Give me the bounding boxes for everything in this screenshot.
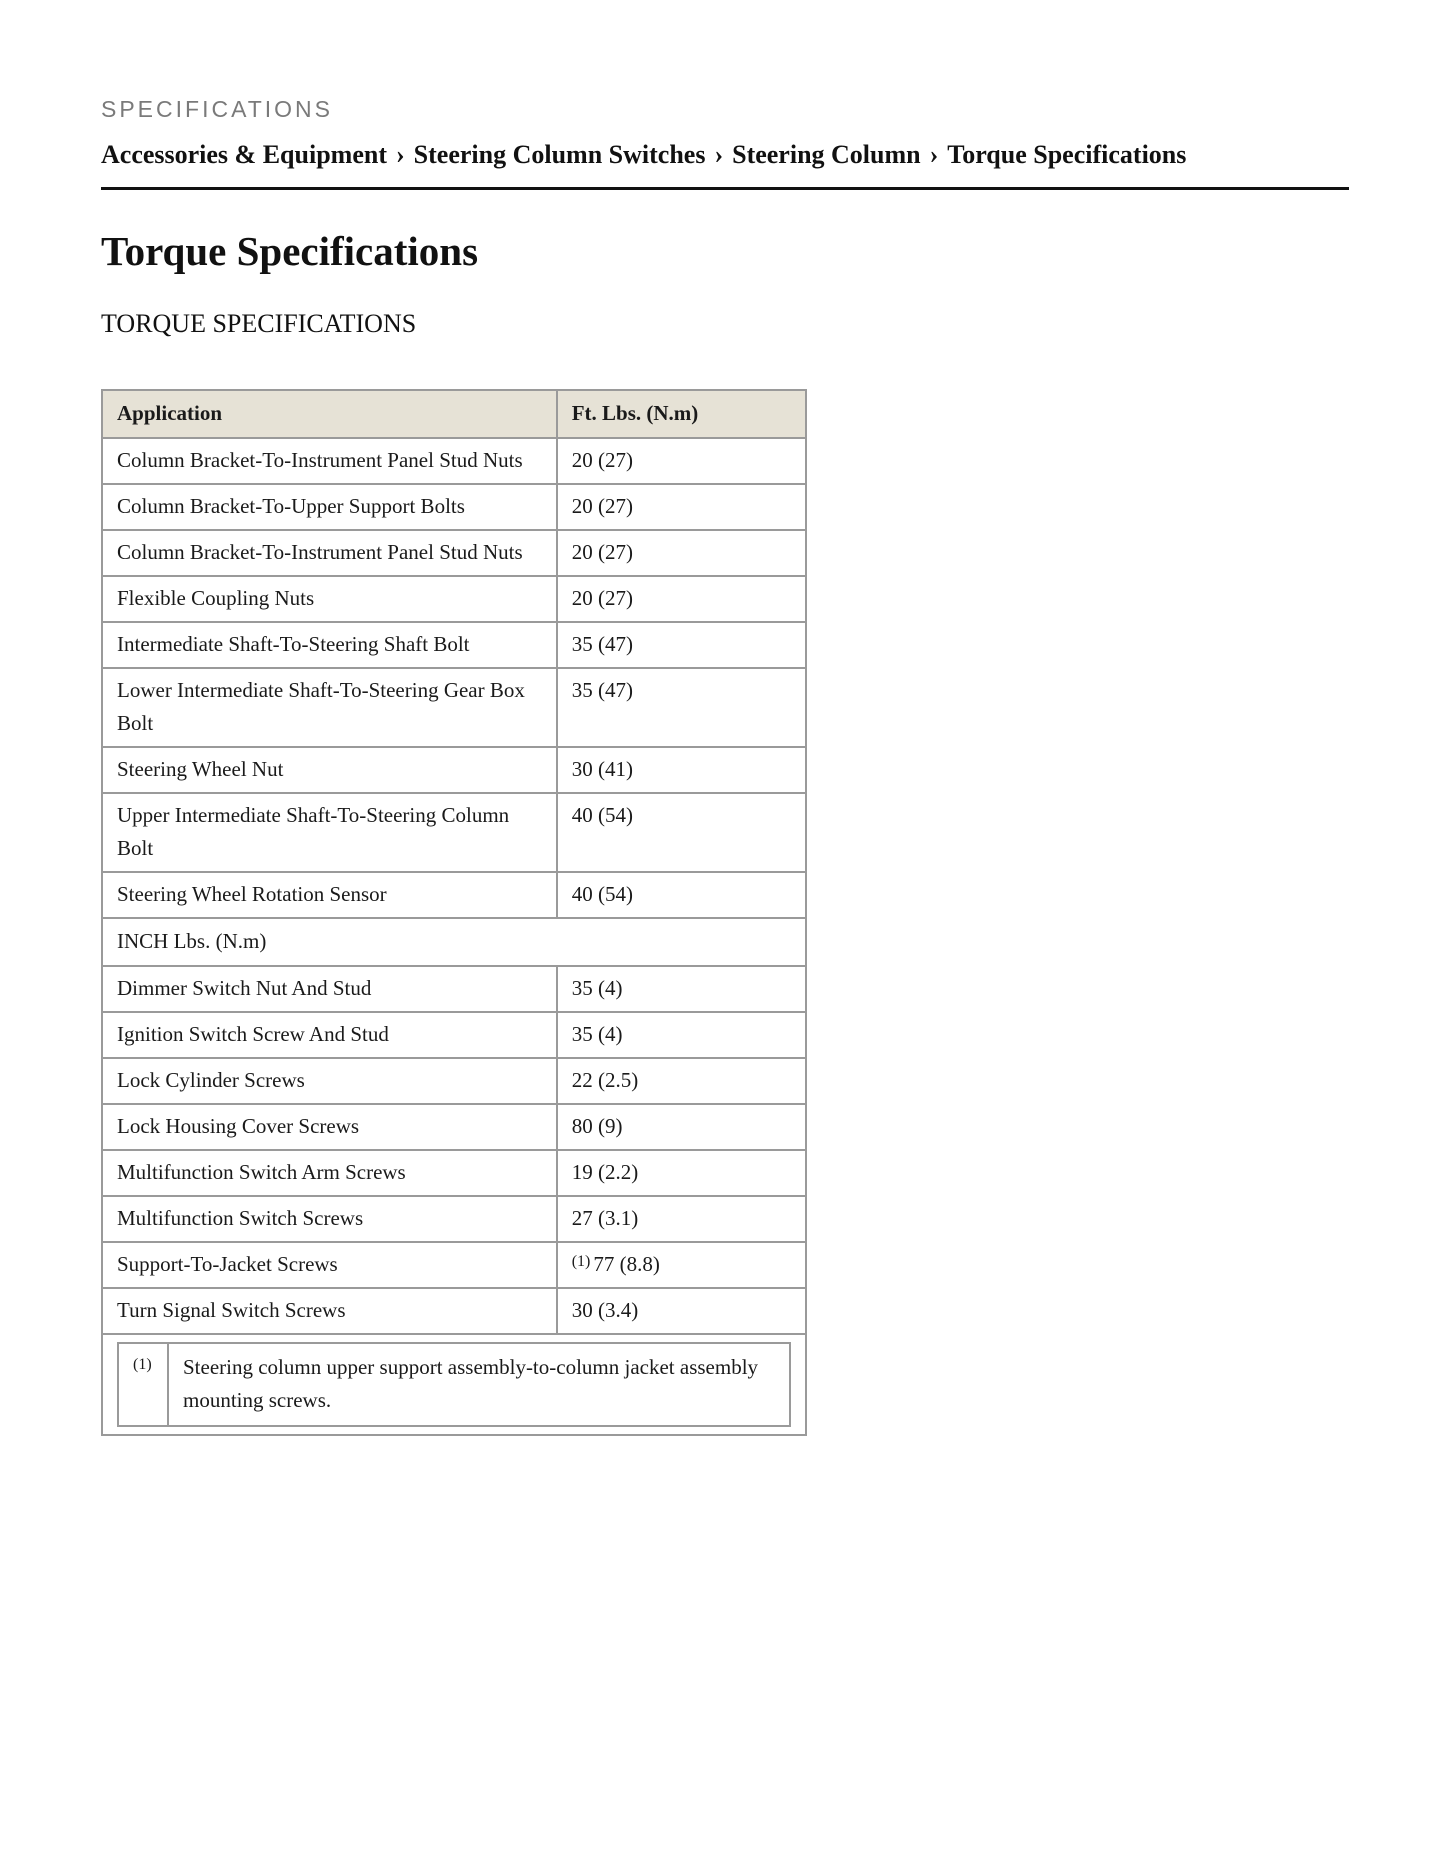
breadcrumb-separator: ›: [929, 140, 939, 169]
column-header-ft-lbs: Ft. Lbs. (N.m): [557, 390, 806, 438]
section-kicker: SPECIFICATIONS: [101, 96, 333, 122]
application-cell: Column Bracket-To-Instrument Panel Stud Nuts: [102, 530, 557, 576]
table-row: [102, 747, 806, 793]
table-row: [102, 1104, 806, 1150]
application-cell: Lower Intermediate Shaft-To-Steering Gear Box Bolt: [102, 668, 557, 747]
application-cell: Support-To-Jacket Screws: [102, 1242, 557, 1288]
torque-value-cell: 20 (27): [557, 484, 806, 530]
breadcrumb-item-accessories[interactable]: Accessories & Equipment: [101, 140, 387, 169]
footnote-text: Steering column upper support assembly-to-column jacket assembly mounting screws.: [168, 1343, 790, 1426]
footnote-row: [118, 1343, 790, 1426]
application-cell: Steering Wheel Nut: [102, 747, 557, 793]
torque-value-cell: 35 (47): [557, 622, 806, 668]
table-header-row: [102, 390, 806, 438]
table-row: [102, 872, 806, 918]
inch-lbs-subheading: INCH Lbs. (N.m): [102, 918, 806, 966]
torque-value-cell: 20 (27): [557, 576, 806, 622]
torque-value-cell: 35 (4): [557, 966, 806, 1012]
table-row: [102, 438, 806, 484]
torque-value-cell: 20 (27): [557, 438, 806, 484]
torque-value-cell: 19 (2.2): [557, 1150, 806, 1196]
table-subheading-row: [102, 918, 806, 966]
table-row: [102, 1012, 806, 1058]
breadcrumb-separator: ›: [714, 140, 724, 169]
application-cell: Turn Signal Switch Screws: [102, 1288, 557, 1334]
footnote-number: (1): [118, 1343, 168, 1426]
torque-value-cell: 20 (27): [557, 530, 806, 576]
application-cell: Upper Intermediate Shaft-To-Steering Column Bolt: [102, 793, 557, 872]
application-cell: Dimmer Switch Nut And Stud: [102, 966, 557, 1012]
table-row: [102, 668, 806, 747]
application-cell: Flexible Coupling Nuts: [102, 576, 557, 622]
torque-value-cell: 40 (54): [557, 793, 806, 872]
table-notes-cell: [102, 1334, 806, 1435]
breadcrumb-item-steering-column-switches[interactable]: Steering Column Switches: [413, 140, 706, 169]
page-title: Torque Specifications: [101, 228, 479, 274]
application-cell: Ignition Switch Screw And Stud: [102, 1012, 557, 1058]
breadcrumb: [101, 138, 1349, 172]
torque-value-cell: 40 (54): [557, 872, 806, 918]
column-header-application: Application: [102, 390, 557, 438]
header-divider: [101, 187, 1349, 190]
table-row: [102, 530, 806, 576]
torque-value-cell: 35 (47): [557, 668, 806, 747]
table-row: [102, 793, 806, 872]
torque-value-cell: 80 (9): [557, 1104, 806, 1150]
table-row: [102, 484, 806, 530]
table-row: [102, 966, 806, 1012]
table-row: [102, 1058, 806, 1104]
application-cell: Column Bracket-To-Instrument Panel Stud Nuts: [102, 438, 557, 484]
footnote-table: [117, 1342, 791, 1427]
application-cell: Multifunction Switch Screws: [102, 1196, 557, 1242]
table-notes-row: [102, 1334, 806, 1435]
breadcrumb-item-torque-specifications: Torque Specifications: [947, 140, 1187, 169]
torque-value-cell: 35 (4): [557, 1012, 806, 1058]
application-cell: Intermediate Shaft-To-Steering Shaft Bolt: [102, 622, 557, 668]
table-row: [102, 1150, 806, 1196]
torque-value-cell: 22 (2.5): [557, 1058, 806, 1104]
application-cell: Lock Housing Cover Screws: [102, 1104, 557, 1150]
torque-spec-table: [101, 389, 807, 1436]
table-row: [102, 576, 806, 622]
application-cell: Steering Wheel Rotation Sensor: [102, 872, 557, 918]
table-row: [102, 1288, 806, 1334]
table-row: [102, 1196, 806, 1242]
table-row: [102, 622, 806, 668]
application-cell: Column Bracket-To-Upper Support Bolts: [102, 484, 557, 530]
footnote-marker[interactable]: (1): [571, 1253, 591, 1270]
section-title: TORQUE SPECIFICATIONS: [101, 309, 417, 338]
table-row: [102, 1242, 806, 1288]
torque-value-cell: 27 (3.1): [557, 1196, 806, 1242]
application-cell: Multifunction Switch Arm Screws: [102, 1150, 557, 1196]
torque-value-text: 77 (8.8): [593, 1252, 660, 1276]
breadcrumb-separator: ›: [395, 140, 405, 169]
torque-value-cell: 30 (3.4): [557, 1288, 806, 1334]
breadcrumb-item-steering-column[interactable]: Steering Column: [732, 140, 921, 169]
application-cell: Lock Cylinder Screws: [102, 1058, 557, 1104]
torque-value-cell: 30 (41): [557, 747, 806, 793]
torque-value-cell: [557, 1242, 806, 1288]
